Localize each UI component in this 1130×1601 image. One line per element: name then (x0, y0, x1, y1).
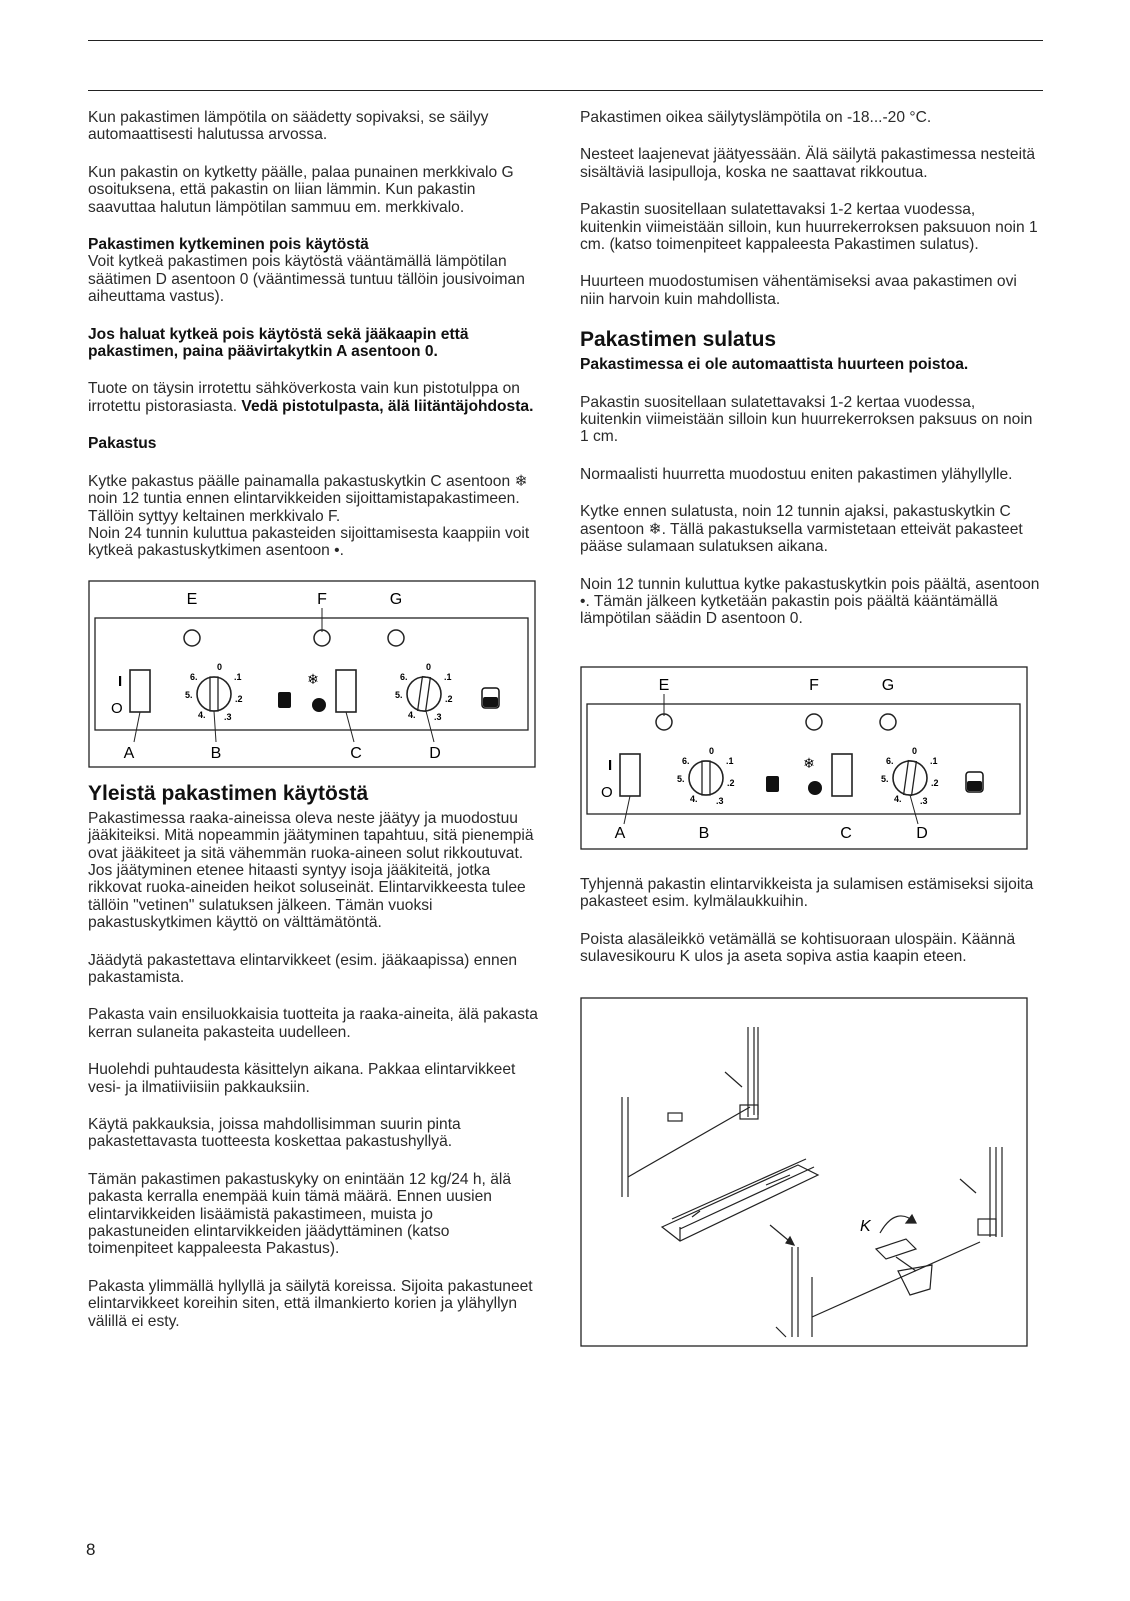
svg-text:4.: 4. (690, 793, 698, 804)
bold-text: Vedä pistotulpasta, älä liitäntäjohdosta. (241, 397, 534, 415)
heading-freezing: Pakastus (88, 435, 157, 453)
thermostat-dial-d (395, 662, 453, 722)
snowflake-icon: ❄ (307, 670, 319, 687)
freeze-switch-c (832, 754, 852, 796)
indicator-light-g (388, 630, 404, 646)
paragraph: Normaalisti huurretta muodostuu eniten pakastimen ylähyllylle. (580, 465, 1013, 483)
dial-mark: 0 (217, 661, 223, 672)
label-f: F (317, 590, 327, 608)
page-number: 8 (86, 1540, 96, 1559)
switch-on-mark: I (118, 672, 123, 690)
label-e: E (186, 590, 198, 608)
svg-text:0: 0 (709, 745, 715, 756)
label-c: C (350, 744, 362, 762)
svg-text:5.: 5. (185, 689, 193, 700)
paragraph: Pakasta vain ensiluokkaisia tuotteita ja raaka-aineita, älä pakasta kerran sulaneita pakasteita uudelleen. (88, 1006, 538, 1041)
indicator-light-f (806, 714, 822, 730)
svg-text:.1: .1 (234, 671, 242, 682)
indicator-light-e (656, 714, 672, 730)
paragraph: Pakastimessa raaka-aineissa oleva neste jäätyy ja muodostuu jääkiteiksi. Mitä nopeammin jäätyminen tapahtuu, sitä pienempiä ovat jääkiteet ja sitä vähemmän ruoka-aineen solut rikkoutuvat. Jos jäätyminen etenee hitaasti syntyy isoja jääkiteitä, jotka rikkovat ruoka-aineiden heikot soluseinät. Elintarvikkeesta tulee tällöin "vetinen" sulatuksen jälkeen. Tämän vuoksi pakastuskytkimen käyttö on välttämätöntä. (88, 809, 534, 932)
svg-text:4.: 4. (408, 709, 416, 720)
svg-text:.2: .2 (931, 777, 939, 788)
freezer-box-icon (766, 776, 779, 792)
thermostat-dial-d (881, 746, 939, 806)
svg-text:.2: .2 (727, 777, 735, 788)
snowflake-icon: ❄ (803, 754, 815, 771)
main-switch-a (130, 670, 150, 712)
dot-icon (808, 781, 822, 795)
svg-text:.1: .1 (444, 671, 452, 682)
paragraph: Noin 24 tunnin kuluttua pakasteiden sijoittamisesta kaappiin voit kytkeä pakastuskytkimen asentoon •. (88, 524, 530, 560)
label-b: B (210, 744, 222, 762)
drain-label-k: K (860, 1218, 871, 1236)
svg-text:5.: 5. (395, 689, 403, 700)
header-rule (88, 90, 1043, 91)
paragraph: Tämän pakastimen pakastuskyky on enintään 12 kg/24 h, älä pakasta kerralla enempää kuin tämä määrä. Ennen uusien elintarvikkeiden lisäämistä pakastimeen, muista jo pakastuneiden elintarvikkeiden jäädyttäminen (katso toimenpiteet kappaleesta Pakastus). (88, 1170, 512, 1258)
label-a: A (123, 744, 135, 762)
label-e: E (658, 676, 670, 694)
label-d: D (429, 744, 441, 762)
label-g: G (881, 676, 895, 694)
indicator-light-g (880, 714, 896, 730)
paragraph: Kytke pakastus päälle painamalla pakastuskytkin C asentoon ❄ noin 12 tuntia ennen elintarvikkeiden sijoittamistapakastimeen. (88, 472, 528, 508)
paragraph: Huolehdi puhtaudesta käsittelyn aikana. Pakkaa elintarvikkeet vesi- ja ilmatiiviisiin pakkauksiin. (88, 1061, 516, 1096)
label-d: D (916, 824, 928, 842)
svg-text:.1: .1 (726, 755, 734, 766)
paragraph: Voit kytkeä pakastimen pois käytöstä vääntämällä lämpötilan säätimen D asentoon 0 (vääntimessä tuntuu tällöin jousivoiman aiheuttama vastus). (88, 253, 525, 306)
paragraph: Tällöin syttyy keltainen merkkivalo F. (88, 507, 341, 525)
svg-text:.2: .2 (445, 693, 453, 704)
paragraph: Huurteen muodostumisen vähentämiseksi avaa pakastimen ovi niin harvoin kuin mahdollista. (580, 273, 1017, 308)
right-column (580, 109, 1040, 1347)
control-panel-figure (88, 580, 536, 768)
indicator-light-f (314, 630, 330, 646)
svg-text:.3: .3 (434, 711, 442, 722)
paragraph: Kytke ennen sulatusta, noin 12 tunnin ajaksi, pakastuskytkin C asentoon ❄. Tällä pakastuksella varmistetaan etteivät pakasteet pääse sulamaan sulatuksen aikana. (580, 503, 1023, 556)
text: Tuote on täysin irrotettu sähköverkosta vain kun pistotulppa on irrotettu pistorasiasta. (88, 380, 520, 415)
svg-text:5.: 5. (677, 773, 685, 784)
paragraph: Kun pakastimen lämpötila on säädetty sopivaksi, se säilyy automaattisesti halutussa arvossa. (88, 109, 489, 144)
svg-text:6.: 6. (682, 755, 690, 766)
paragraph: Käytä pakkauksia, joissa mahdollisimman suurin pinta pakastettavasta tuotteesta koskettaa pakastushyllyä. (88, 1116, 461, 1151)
paragraph: Pakastin suositellaan sulatettavaksi 1-2 kertaa vuodessa, kuitenkin viimeistään silloin, kun huurrekerroksen paksuuon noin 1 cm. (katso toimenpiteet kappaleesta Pakastimen sulatus). (580, 201, 1038, 254)
svg-text:6.: 6. (886, 755, 894, 766)
svg-text:4.: 4. (198, 709, 206, 720)
svg-text:.3: .3 (224, 711, 232, 722)
heading-general-use: Yleistä pakastimen käytöstä (88, 781, 369, 805)
heading-defrost: Pakastimen sulatus (580, 328, 777, 352)
subheading-defrost: Pakastimessa ei ole automaattista huurteen poistoa. (580, 356, 969, 374)
svg-text:.2: .2 (235, 693, 243, 704)
paragraph-bold (88, 326, 538, 361)
indicator-light-e (184, 630, 200, 646)
label-b: B (698, 824, 710, 842)
paragraph: Jäädytä pakastettava elintarvikkeet (esim. jääkaapissa) ennen pakastamista. (88, 951, 518, 986)
svg-text:6.: 6. (190, 671, 198, 682)
freeze-switch-c (336, 670, 356, 712)
switch-on-mark: I (608, 756, 613, 774)
paragraph: Pakastin suositellaan sulatettavaksi 1-2 kertaa vuodessa, kuitenkin viimeistään silloin kun huurrekerroksen paksuus on noin 1 cm. (580, 393, 1033, 446)
svg-text:.3: .3 (920, 795, 928, 806)
paragraph: Pakasta ylimmällä hyllyllä ja säilytä koreissa. Sijoita pakastuneet elintarvikkeet koreihin siten, että ilmankierto korien ja ylähyllyn välillä ei esty. (88, 1277, 533, 1330)
drain-channel-illustration (580, 997, 1028, 1347)
heading-switch-off: Pakastimen kytkeminen pois käytöstä (88, 236, 369, 254)
top-rule (88, 40, 1043, 41)
svg-text:.3: .3 (716, 795, 724, 806)
main-switch-a (620, 754, 640, 796)
paragraph: Pakastimen oikea säilytyslämpötila on -18...-20 °C. (580, 109, 932, 126)
svg-text:6.: 6. (400, 671, 408, 682)
dot-icon (312, 698, 326, 712)
left-column (88, 109, 538, 1350)
paragraph (88, 380, 538, 415)
svg-text:.1: .1 (930, 755, 938, 766)
thermostat-dial-b (677, 746, 735, 806)
paragraph: Poista alasäleikkö vetämällä se kohtisuoraan ulospäin. Käännä sulavesikouru K ulos ja aseta sopiva astia kaapin eteen. (580, 930, 1016, 965)
paragraph: Noin 12 tunnin kuluttua kytke pakastuskytkin pois päältä, asentoon •. Tämän jälkeen kytketään pakastin pois päältä kääntämällä lämpötilan säädin D asentoon 0. (580, 575, 1040, 628)
paragraph: Nesteet laajenevat jäätyessään. Älä säilytä pakastimessa nesteitä sisältäviä lasipulloja, koska ne saattavat rikkoutua. (580, 146, 1036, 181)
svg-text:0: 0 (426, 661, 432, 672)
label-c: C (840, 824, 852, 842)
switch-off-mark: O (601, 783, 613, 801)
label-g: G (389, 590, 403, 608)
freezer-box-icon (278, 692, 291, 708)
paragraph: Kun pakastin on kytketty päälle, palaa punainen merkkivalo G osoituksena, että pakastin on liian lämmin. Kun pakastin saavuttaa halutun lämpötilan sammuu em. merkkivalo. (88, 163, 514, 216)
label-a: A (614, 824, 626, 842)
svg-text:5.: 5. (881, 773, 889, 784)
control-panel-figure-2 (580, 666, 1028, 850)
svg-text:0: 0 (912, 745, 918, 756)
paragraph: Tyhjennä pakastin elintarvikkeista ja sulamisen estämiseksi sijoita pakasteet esim. kylmälaukkuihin. (580, 875, 1034, 911)
switch-off-mark: O (111, 699, 123, 717)
svg-text:4.: 4. (894, 793, 902, 804)
label-f: F (809, 676, 819, 694)
bold-text: Jos haluat kytkeä pois käytöstä sekä jääkaapin että pakastimen, paina päävirtakytkin A asentoon 0. (88, 325, 469, 361)
